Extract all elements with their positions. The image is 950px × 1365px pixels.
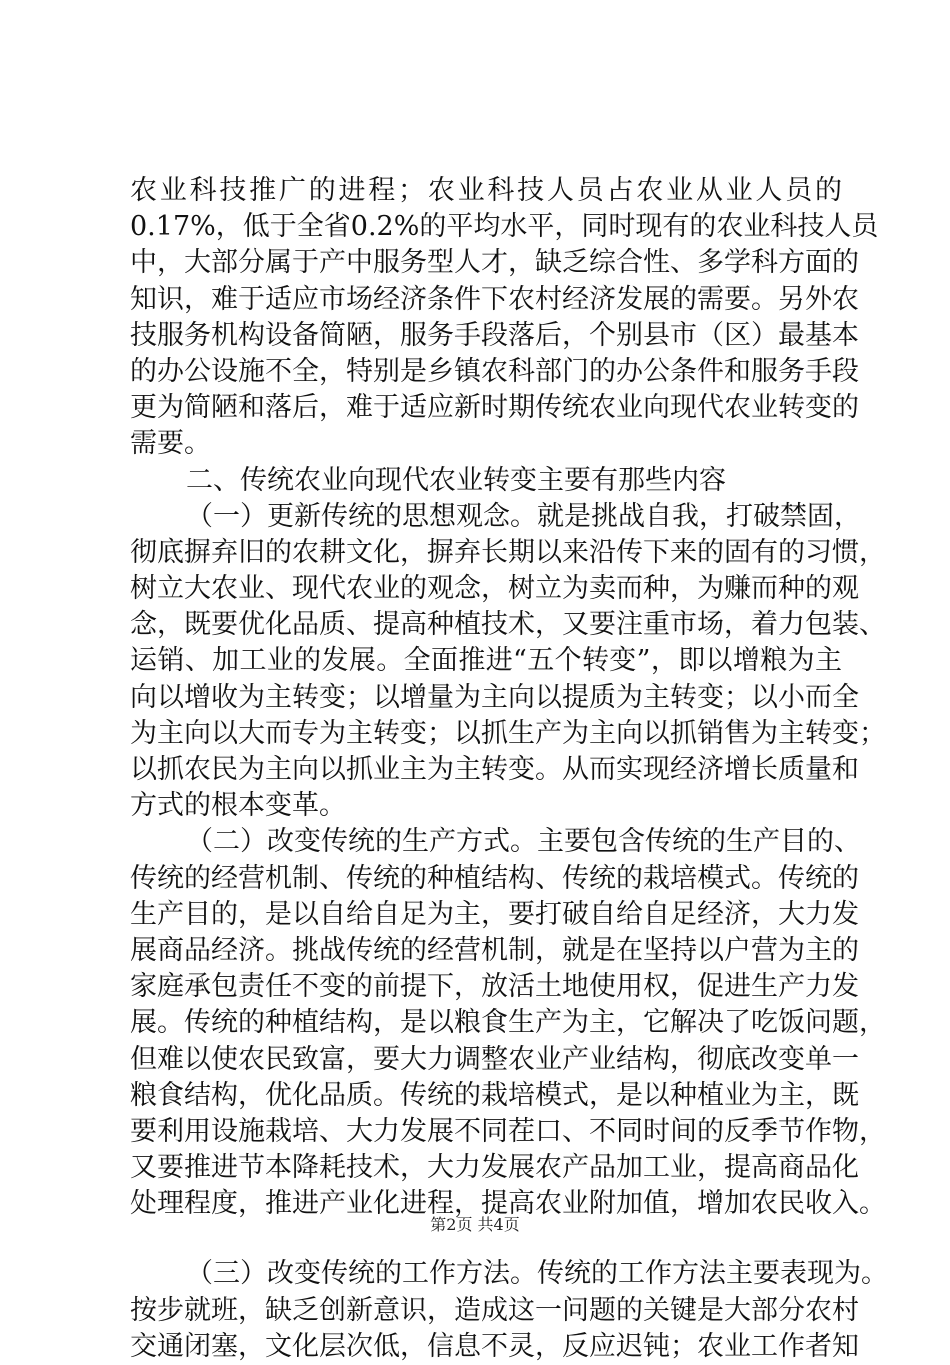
- page-footer: [0, 1215, 950, 1235]
- text-line: 更为简陋和落后，难于适应新时期传统农业向现代农业转变的: [130, 392, 859, 424]
- text-line: 农业科技推广的进程；农业科技人员占农业从业人员的: [130, 175, 842, 206]
- text-line: 运销、加工业的发展。全面推进“五个转变”，即以增粮为主: [130, 645, 842, 677]
- text-line: 又要推进节本降耗技术，大力发展农产品加工业，提高商品化: [130, 1152, 859, 1184]
- text-line: 展。传统的种植结构，是以粮食生产为主，它解决了吃饭问题，: [130, 1007, 886, 1039]
- text-line: 交通闭塞，文化层次低，信息不灵，反应迟钝；农业工作者知: [130, 1330, 859, 1362]
- section-heading: 二、传统农业向现代农业转变主要有那些内容: [186, 464, 726, 496]
- text-line: 念，既要优化品质、提高种植技术，又要注重市场，着力包装、: [130, 609, 886, 641]
- text-line: 树立大农业、现代农业的观念，树立为卖而种，为赚而种的观: [130, 573, 859, 605]
- text-line: 向以增收为主转变；以增量为主向以提质为主转变；以小而全: [130, 681, 859, 713]
- text-line: 以抓农民为主向以抓业主为主转变。从而实现经济增长质量和: [130, 754, 859, 785]
- text-line: 为主向以大而专为主转变；以抓生产为主向以抓销售为主转变；: [130, 717, 886, 749]
- text-line: 家庭承包责任不变的前提下，放活土地使用权，促进生产力发: [130, 971, 859, 1003]
- text-line: 需要。: [130, 428, 211, 460]
- text-line: 彻底摒弃旧的农耕文化，摒弃长期以来沿传下来的固有的习惯，: [130, 536, 886, 568]
- text-line: 方式的根本变革。: [130, 790, 346, 822]
- text-line: 知识，难于适应市场经济条件下农村经济发展的需要。另外农: [130, 283, 859, 315]
- text-line: 处理程度，推进产业化进程，提高农业附加值，增加农民收入。: [130, 1188, 886, 1220]
- text-line: 中，大部分属于产中服务型人才，缺乏综合性、多学科方面的: [130, 247, 859, 279]
- text-line: 传统的经营机制、传统的种植结构、传统的栽培模式。传统的: [130, 862, 859, 894]
- page-number: 第2页 共4页: [430, 1215, 520, 1234]
- paragraph-first-line: （二）改变传统的生产方式。主要包含传统的生产目的、: [186, 826, 861, 858]
- text-line: 0.17%，低于全省0.2%的平均水平，同时现有的农业科技人员: [130, 211, 879, 243]
- text-line: 技服务机构设备简陋，服务手段落后，个别县市（区）最基本: [130, 319, 859, 351]
- text-line: 按步就班，缺乏创新意识，造成这一问题的关键是大部分农村: [130, 1294, 859, 1326]
- paragraph-first-line: （一）更新传统的思想观念。就是挑战自我，打破禁固，: [186, 500, 861, 532]
- text-line: 展商品经济。挑战传统的经营机制，就是在坚持以户营为主的: [130, 934, 859, 966]
- text-line: 的办公设施不全，特别是乡镇农科部门的办公条件和服务手段: [130, 355, 859, 387]
- text-line: 但难以使农民致富，要大力调整农业产业结构，彻底改变单一: [130, 1043, 859, 1075]
- body-text: [130, 173, 888, 1365]
- text-line: 要利用设施栽培、大力发展不同茬口、不同时间的反季节作物，: [130, 1115, 886, 1147]
- text-line: 粮食结构，优化品质。传统的栽培模式，是以种植业为主，既: [130, 1079, 859, 1111]
- text-line: 生产目的，是以自给自足为主，要打破自给自足经济，大力发: [130, 898, 859, 930]
- paragraph-first-line: （三）改变传统的工作方法。传统的工作方法主要表现为。: [186, 1258, 888, 1290]
